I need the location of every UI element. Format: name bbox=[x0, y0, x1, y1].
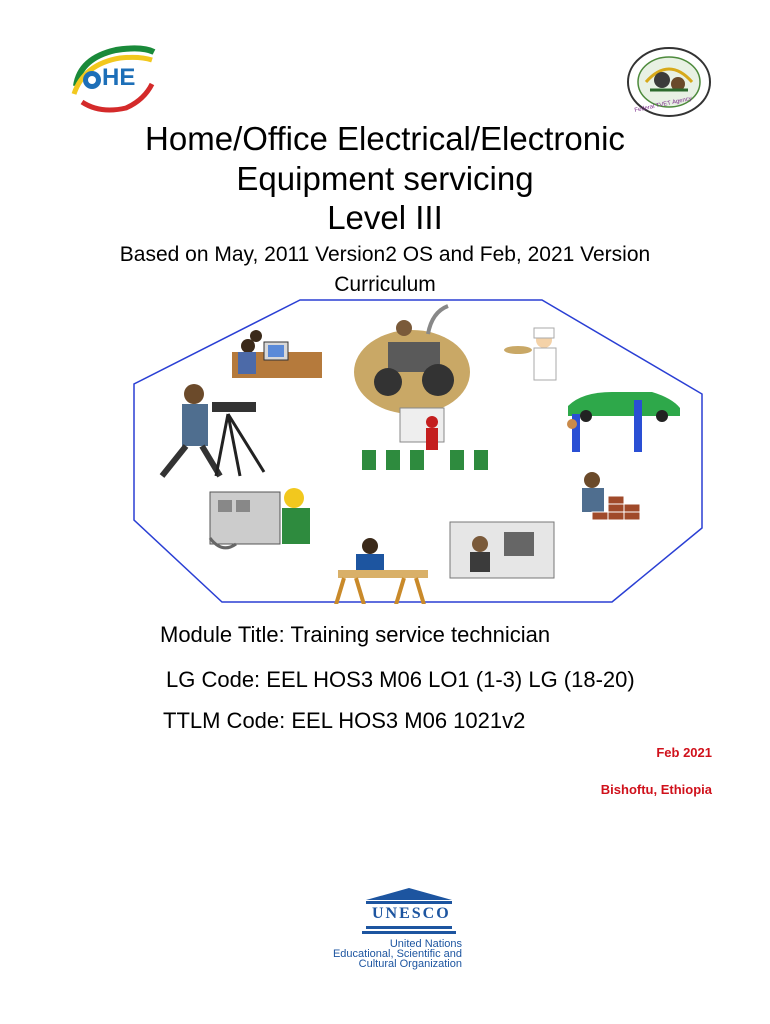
title-line-2: Equipment servicing bbox=[236, 160, 534, 197]
tvet-seal-caption: Federal TVET Agency bbox=[634, 95, 693, 115]
subtitle-line-2: Curriculum bbox=[334, 273, 436, 296]
unesco-org-line-1: United Nations bbox=[389, 938, 462, 950]
machinist-icon bbox=[450, 522, 554, 578]
unesco-org-line-2: Educational, Scientific and bbox=[332, 948, 462, 960]
electrician-icon bbox=[210, 488, 310, 548]
subtitle-line-1: Based on May, 2011 Version2 OS and Feb, 2021 Version bbox=[119, 243, 651, 266]
unesco-logo bbox=[362, 888, 456, 936]
she-logo bbox=[66, 44, 158, 116]
ttlm-code: TTLM Code: EEL HOS3 M06 1021v2 bbox=[163, 708, 526, 733]
publication-date: Feb 2021 bbox=[656, 745, 712, 760]
publication-location: Bishoftu, Ethiopia bbox=[600, 782, 712, 797]
unesco-org-line-3: Cultural Organization bbox=[358, 958, 462, 970]
she-logo-text: HE bbox=[102, 64, 136, 91]
tvet-agency-seal bbox=[626, 46, 712, 118]
occupations-collage bbox=[132, 298, 706, 604]
lg-code: LG Code: EEL HOS3 M06 LO1 (1-3) LG (18-20) bbox=[166, 667, 635, 692]
title-line-1: Home/Office Electrical/Electronic bbox=[145, 120, 625, 157]
module-title: Module Title: Training service technician bbox=[160, 622, 551, 647]
title-line-3: Level III bbox=[327, 199, 443, 236]
unesco-wordmark: UNESCO bbox=[372, 905, 451, 922]
